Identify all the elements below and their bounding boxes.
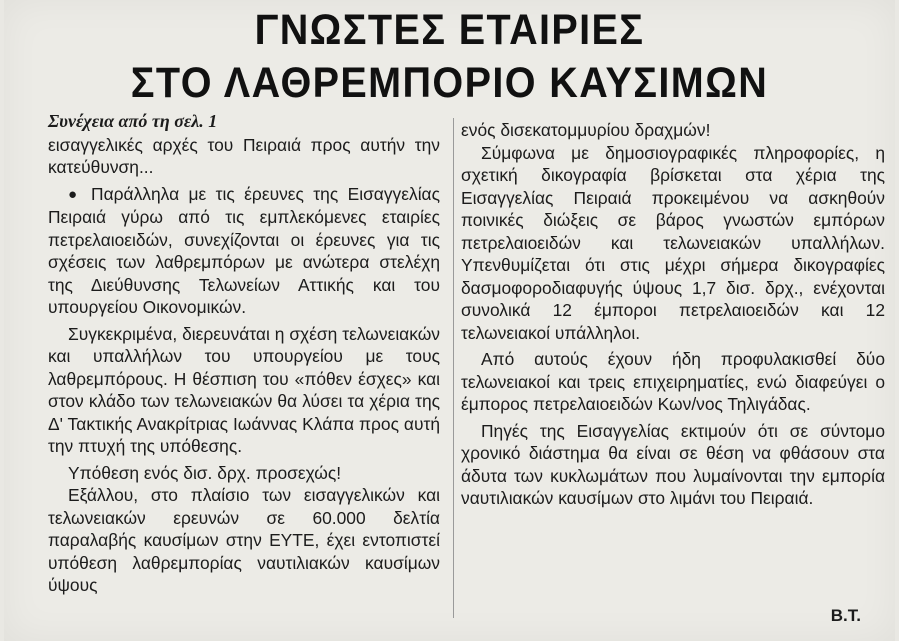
headline-line-1: ΓΝΩΣΤΕΣ ΕΤΑΙΡΙΕΣ xyxy=(254,6,645,54)
author-initials: Β.Τ. xyxy=(830,606,861,625)
right-column xyxy=(461,119,885,510)
left-column xyxy=(48,110,440,597)
paragraph: Σύμφωνα με δημοσιογραφικές πληροφορίες, η σχετική δικογραφία βρίσκεται στα χέρια της Εισαγγελίας Πειραιά προκειμένου να ασκηθούν ποινικές διώξεις σε βάρος γνωστών εμπόρων πετρελαιοειδών και τελωνειακών υπαλλήλων. Υπενθυμίζεται ότι στις μέχρι σήμερα δικογραφίες δασμοφοροδιαφυγής ύψους 1,7 δισ. δρχ., ενέχονται συνολικά 12 έμποροι πετρελαιοειδών και 12 τελωνειακοί υπάλληλοι. xyxy=(461,142,885,343)
column-divider xyxy=(453,118,454,618)
paragraph: Πηγές της Εισαγγελίας εκτιμούν ότι σε σύντομο χρονικό διάστημα θα είναι σε θέση να φθάσουν στα άδυτα των κυκλωμάτων που λυμαίνονται την εμπορία ναυτιλιακών καυσίμων στο λιμάνι του Πειραιά. xyxy=(461,420,885,508)
bullet-icon: ● xyxy=(68,185,82,203)
paragraph: Από αυτούς έχουν ήδη προφυλακισθεί δύο τελωνειακοί και τρεις επιχειρηματίες, ενώ διαφεύγει ο έμπορος πετρελαιοειδών Κων/νος Τηλιγάδας. xyxy=(461,349,885,414)
paragraph-bullet xyxy=(48,183,440,319)
subheading: Υπόθεση ενός δισ. δρχ. προσεχώς! xyxy=(68,462,342,483)
paragraph-text: Παράλληλα με τις έρευνες της Εισαγγελίας Πειραιά γύρω από τις εμπλεκόμενες εταιρίες πετρελαιοειδών, συνεχίζονται οι έρευνες για τις σχέσεις των λαθρεμπόρων με ανώτερα στελέχη της Διεύθυνσης Τελωνείων Αττικής και του υπουργείου Οικονομικών. xyxy=(48,183,440,317)
paragraph: Εξάλλου, στο πλαίσιο των εισαγγελικών και τελωνειακών ερευνών σε 60.000 δελτία παραλαβής καυσίμων στην ΕΥΤΕ, έχει εντοπιστεί υπόθεση λαθρεμπορίας ναυτιλιακών καυσίμων ύψους xyxy=(48,485,440,595)
paragraph: εισαγγελικές αρχές του Πειραιά προς αυτήν την κατεύθυνση... xyxy=(48,134,440,177)
headline xyxy=(36,4,863,110)
headline-line-2: ΣΤΟ ΛΑΘΡΕΜΠΟΡΙΟ ΚΑΥΣΙΜΩΝ xyxy=(130,59,769,107)
paragraph: Συγκεκριμένα, διερευνάται η σχέση τελωνειακών και υπαλλήλων του υπουργείου με τους λαθρεμπόρους. Η θέσπιση του «πόθεν έσχες» και στον κλάδο των τελωνειακών θα λύσει τα χέρια της Δ' Τακτικής Ανακρίτριας Ιωάννας Κλάπα προς αυτή την πτυχή της υπόθεσης. xyxy=(48,323,440,456)
paragraph: ενός δισεκατομμυρίου δραχμών! xyxy=(461,120,711,140)
continued-note: Συνέχεια από τη σελ. 1 xyxy=(48,111,218,131)
